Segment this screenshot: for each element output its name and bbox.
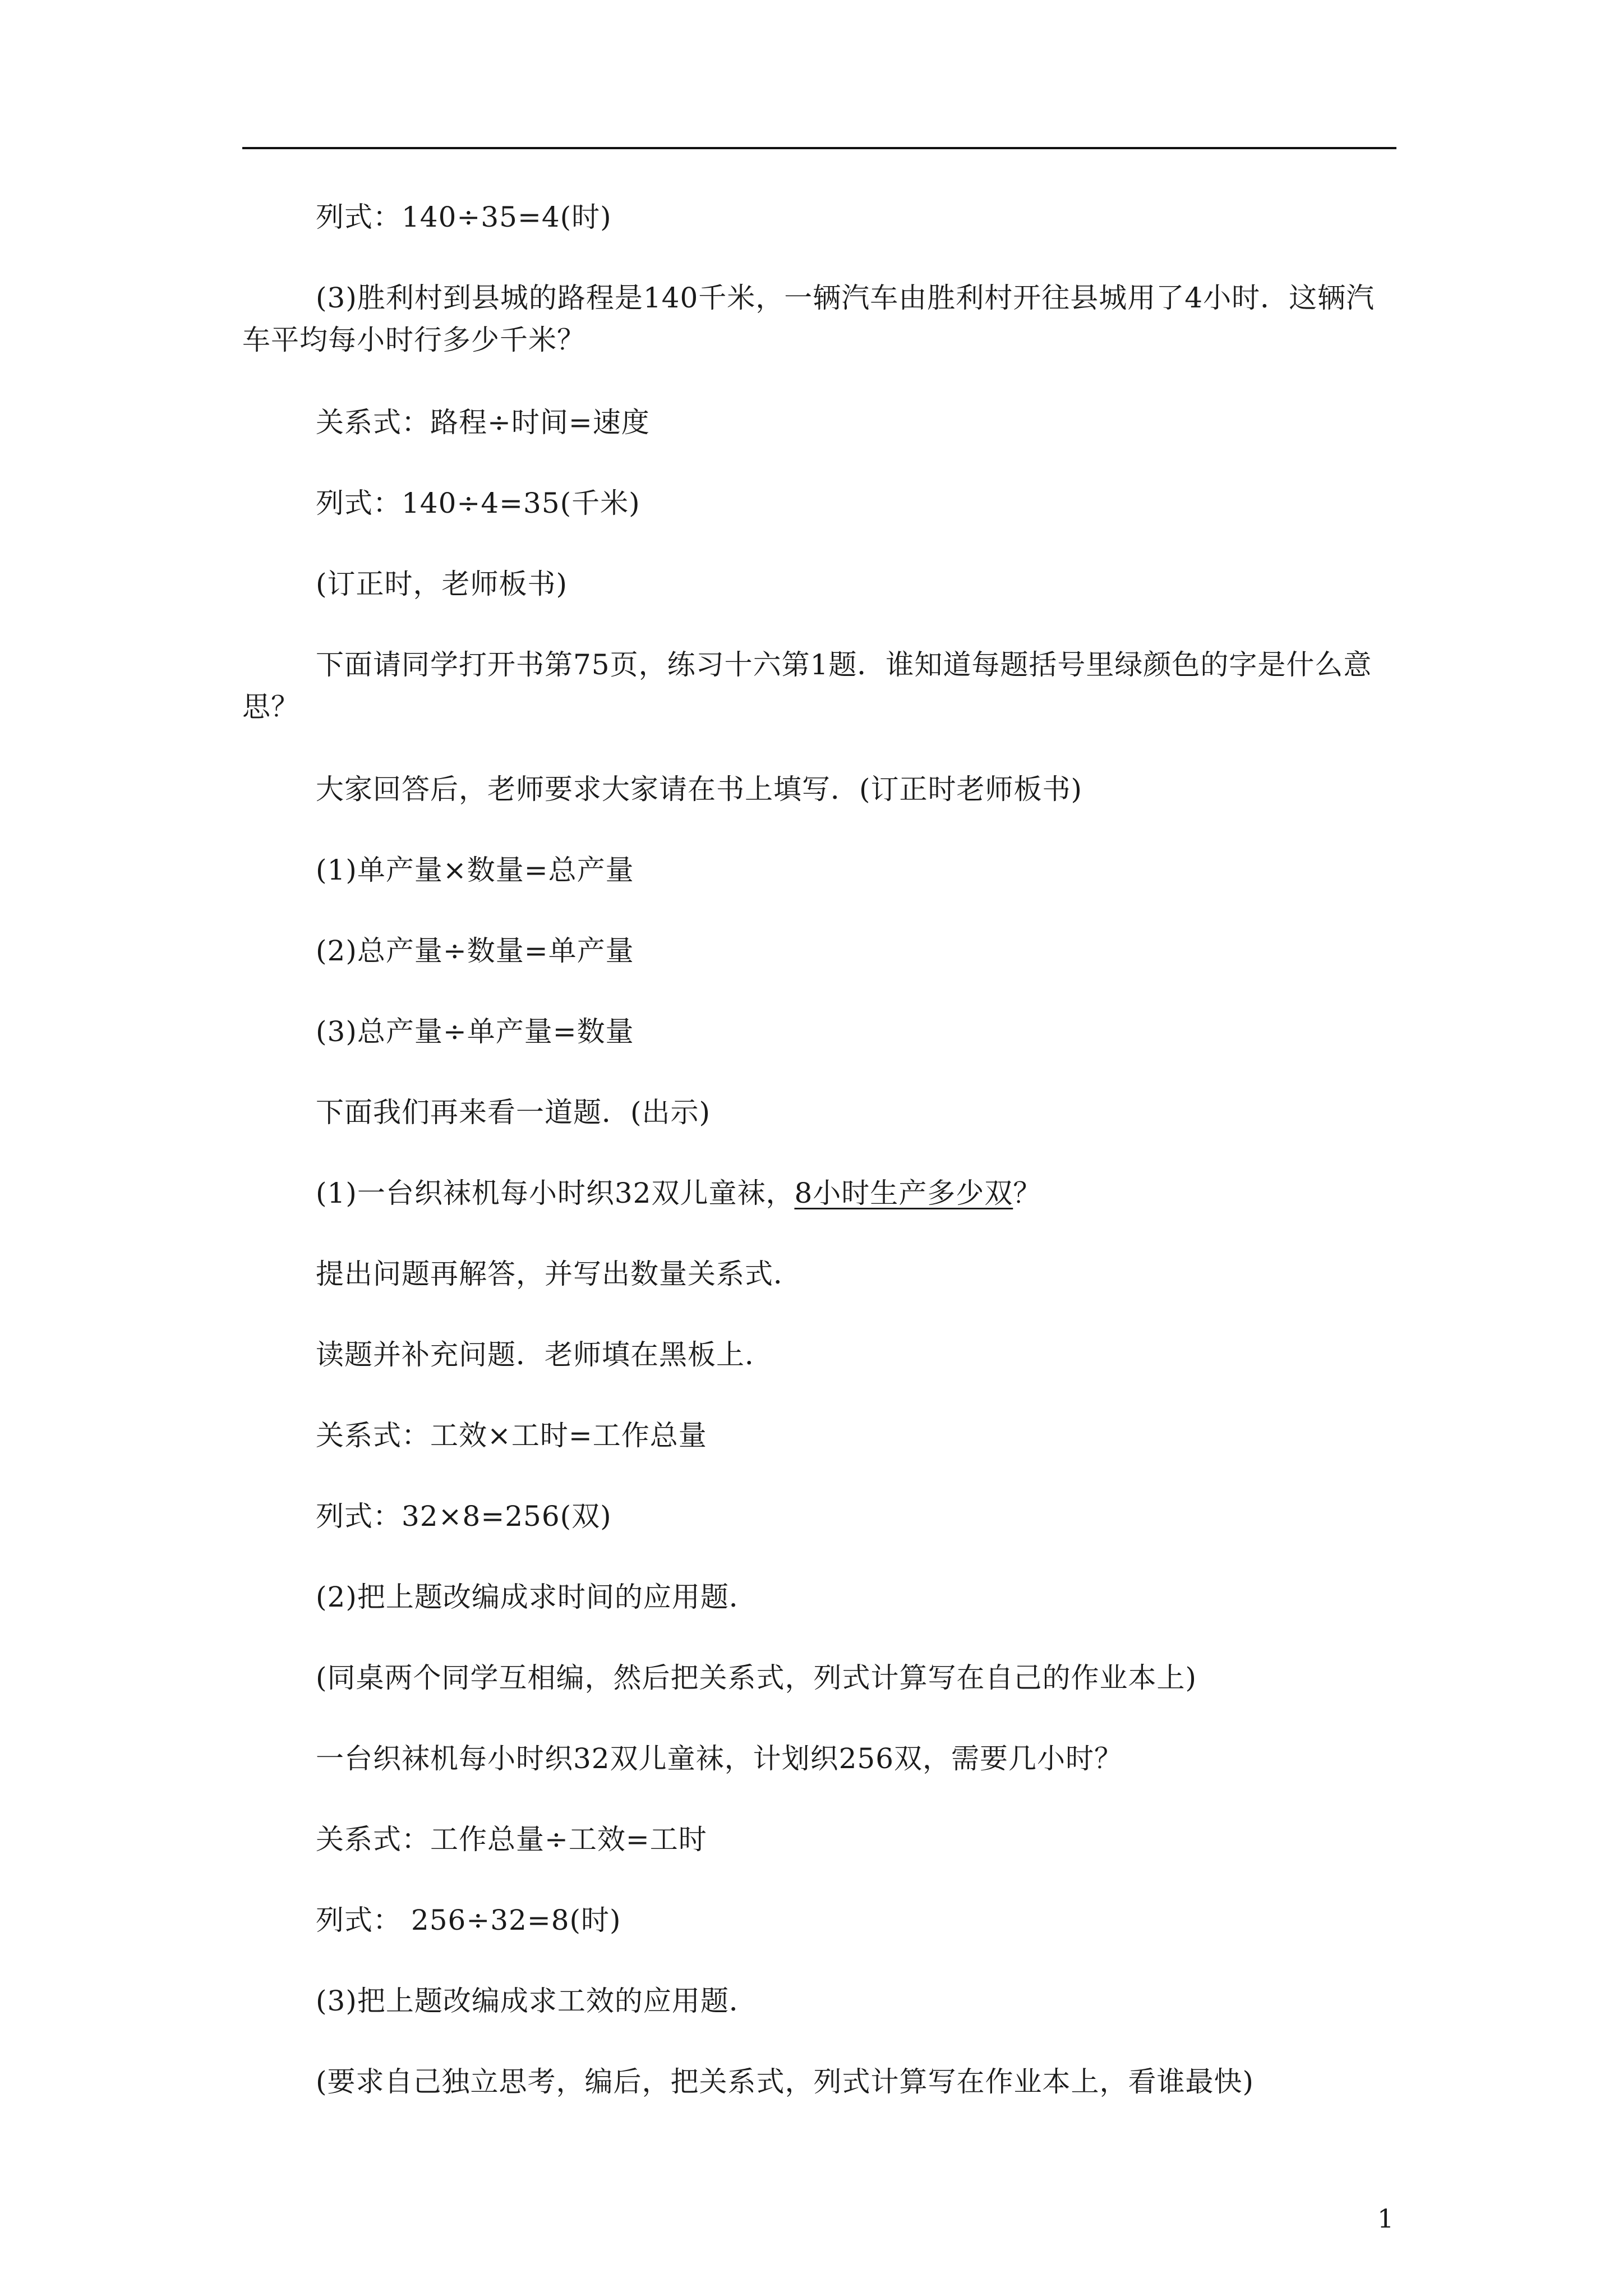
paragraph-instruction: 下面我们再来看一道题．(出示) [316,1096,711,1129]
paragraph-task: (2)把上题改编成求时间的应用题． [316,1581,758,1613]
header-rule [242,147,1396,149]
paragraph-question-underlined [242,1172,1398,1214]
paragraph-relation: (3)总产量÷单产量=数量 [316,1015,634,1048]
paragraph-instruction: 下面请同学打开书第75页，练习十六第1题．谁知道每题括号里绿颜色的字是什么意思？ [242,648,1372,723]
underlined-question-text: 8小时生产多少双 [794,1177,1013,1209]
document-body [242,196,1398,2142]
question-prefix: (1)一台织袜机每小时织32双儿童袜， [316,1177,795,1209]
paragraph-task: (3)把上题改编成求工效的应用题． [316,1985,758,2017]
paragraph-note: (订正时，老师板书) [316,568,568,600]
paragraph-note: (要求自己独立思考，编后，把关系式，列式计算写在作业本上，看谁最快) [316,2065,1255,2098]
paragraph-instruction: 提出问题再解答，并写出数量关系式． [316,1258,802,1290]
question-suffix: ？ [1013,1177,1042,1209]
paragraph-formula: 列式：32×8=256(双) [316,1500,612,1533]
page-number: 1 [1377,2203,1394,2234]
paragraph-question: 一台织袜机每小时织32双儿童袜，计划织256双，需要几小时？ [316,1742,1123,1775]
paragraph-instruction: 大家回答后，老师要求大家请在书上填写．(订正时老师板书) [316,773,1083,806]
paragraph-formula: 列式：140÷35=4(时) [316,201,612,233]
paragraph-formula: 列式：140÷4=35(千米) [316,487,640,519]
paragraph-relation: (1)单产量×数量=总产量 [316,854,634,886]
paragraph-note: (同桌两个同学互相编，然后把关系式，列式计算写在自己的作业本上) [316,1662,1197,1694]
paragraph-formula: 列式： 256÷32=8(时) [316,1904,621,1936]
paragraph-relation: 关系式：工作总量÷工效=工时 [316,1823,707,1856]
paragraph-relation: 关系式：路程÷时间=速度 [316,406,650,439]
paragraph-relation: (2)总产量÷数量=单产量 [316,935,634,967]
paragraph-relation: 关系式：工效×工时=工作总量 [316,1419,707,1452]
paragraph-question: (3)胜利村到县城的路程是140千米，一辆汽车由胜利村开往县城用了4小时．这辆汽车平均每小时行多少千米？ [242,282,1375,356]
paragraph-instruction: 读题并补充问题．老师填在黑板上． [316,1338,773,1371]
